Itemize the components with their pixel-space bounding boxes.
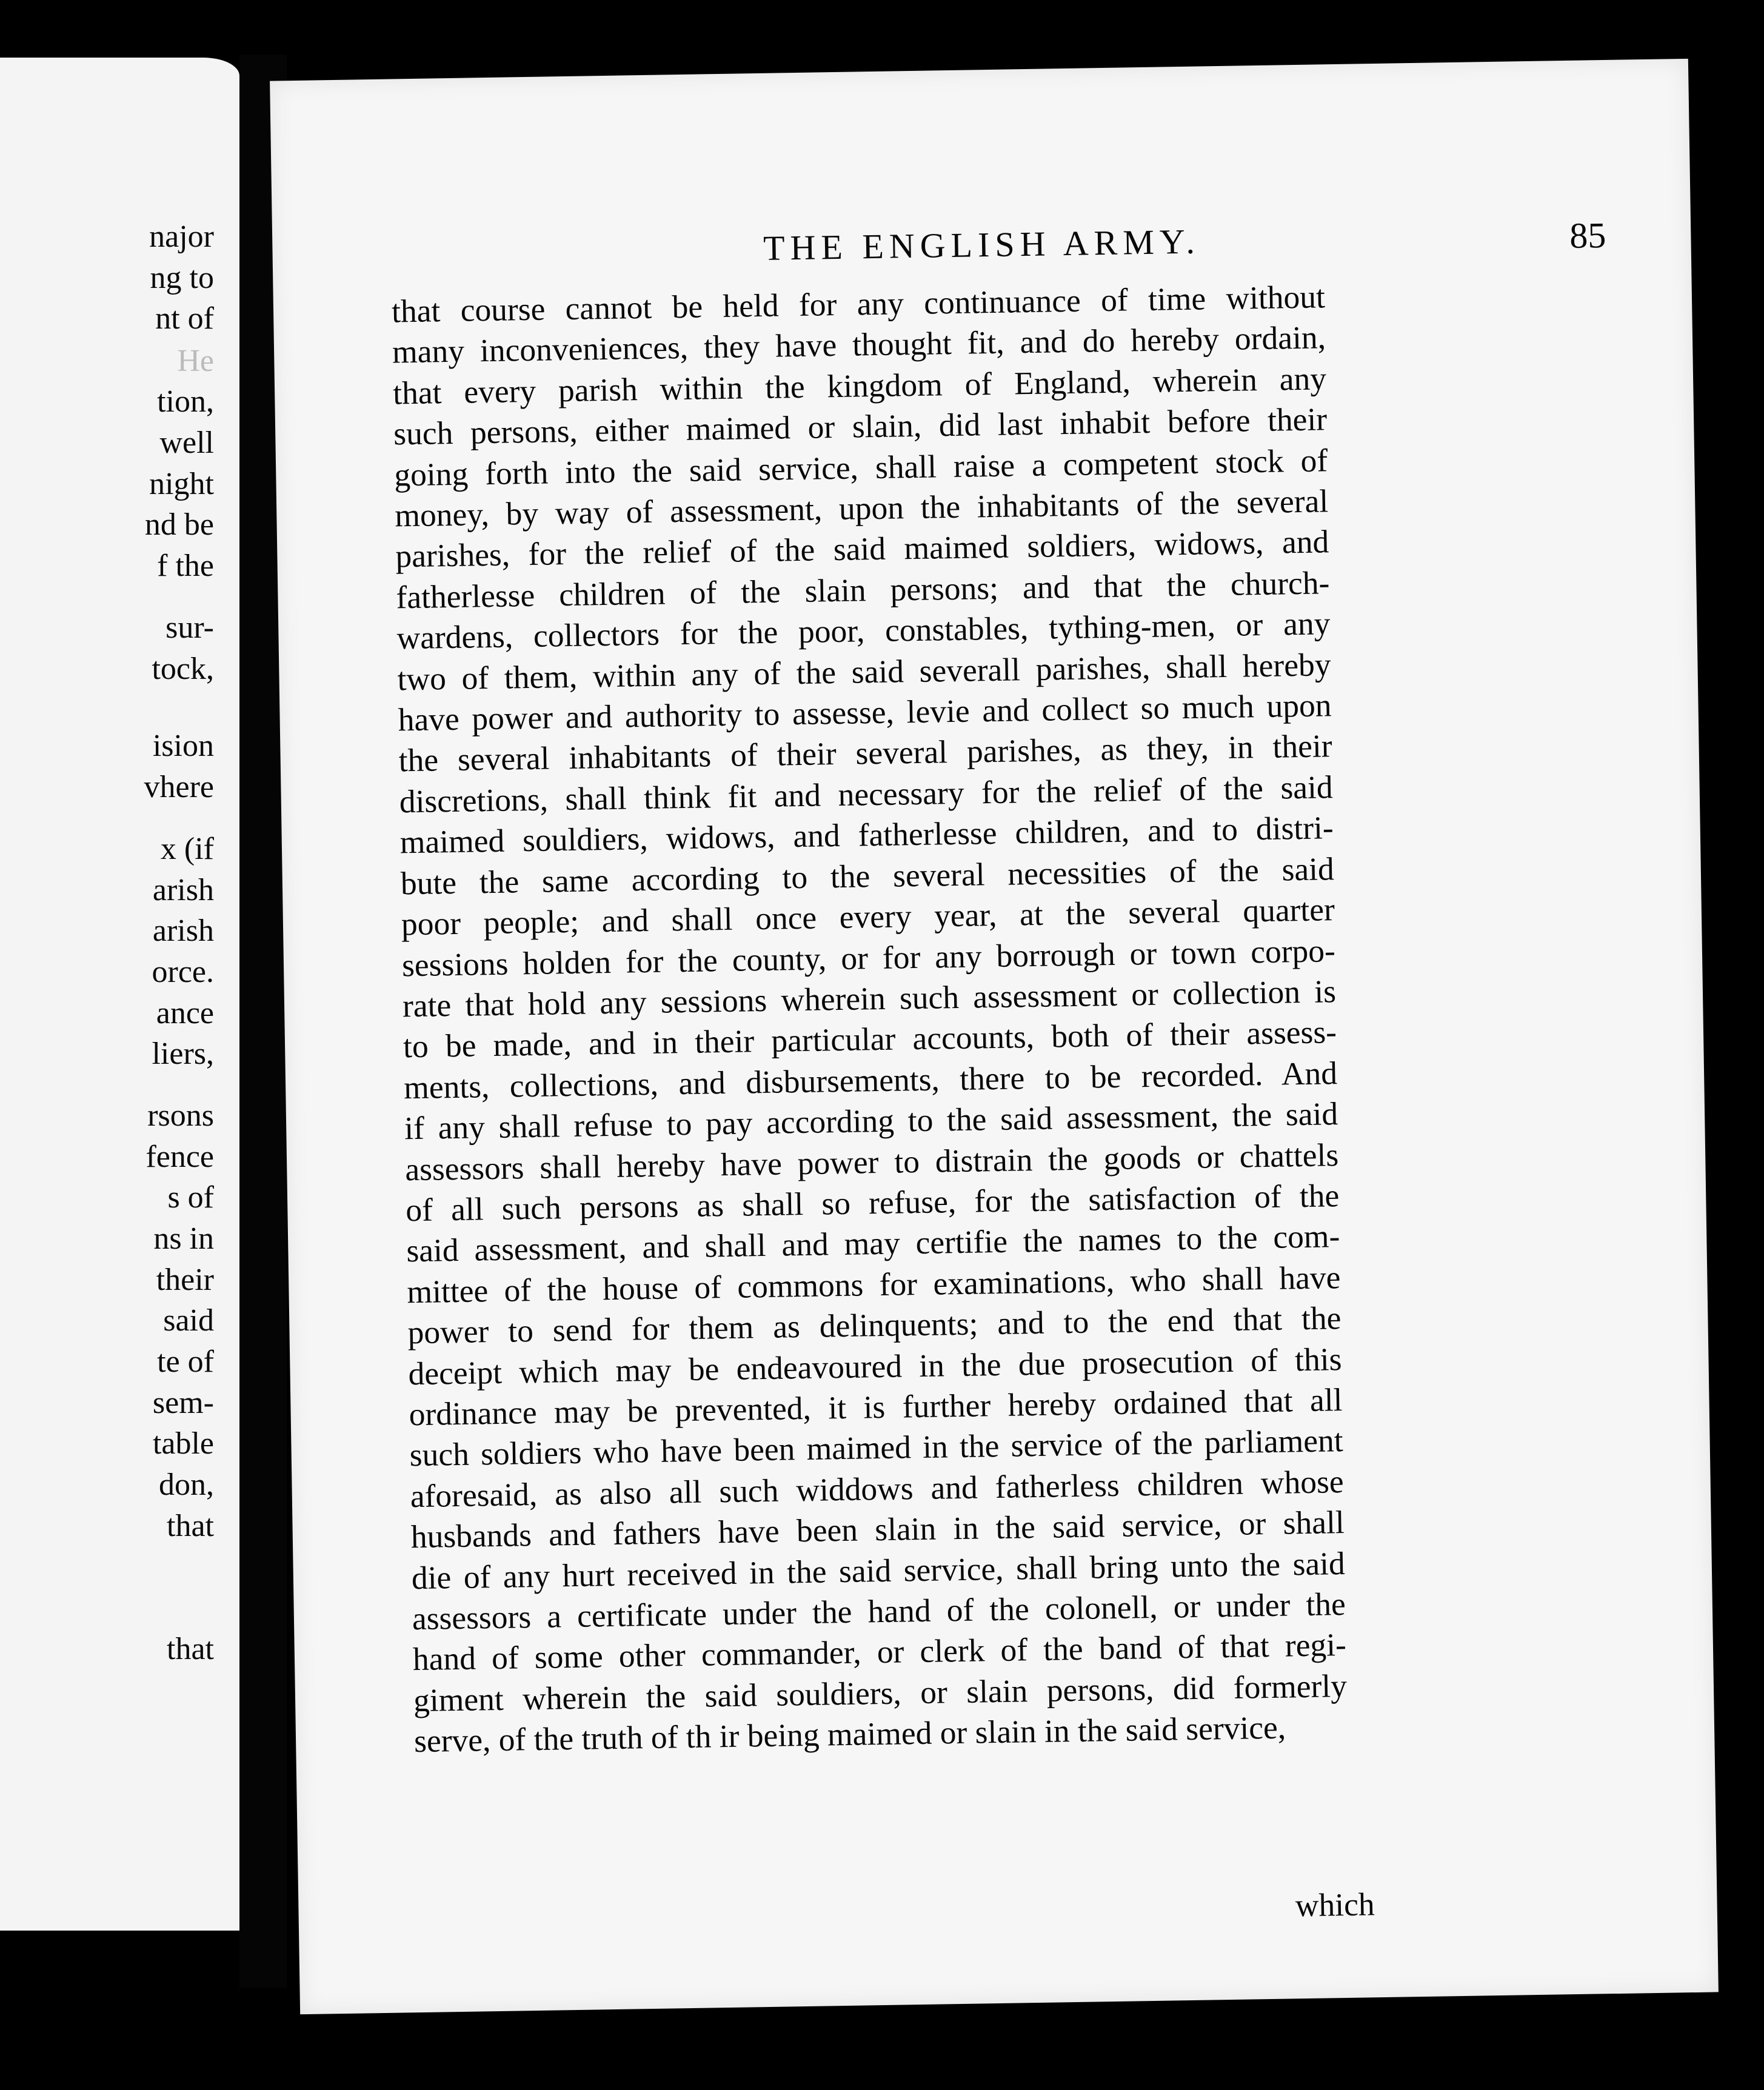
left-page-fragment: vhere [144,770,214,804]
text-line: have power and authority to assesse, levie and collect so much upon [398,687,1332,738]
text-line: such soldiers who have been maimed in the service of the parliament [409,1422,1344,1474]
left-page-fragment: najor [149,219,214,254]
text-line: ments, collections, and disbursements, there to be recorded. And [403,1054,1338,1106]
text-line: hand of some other commander, or clerk of the band of that regi- [412,1626,1347,1678]
text-line: giment wherein the said souldiers, or slain persons, did formerly [413,1667,1348,1718]
left-page-fragment: arish [152,873,214,907]
text-line: wardens, collectors for the poor, constables, tything-men, or any [396,605,1331,656]
text-line: husbands and fathers have been slain in the said service, or shall [410,1504,1345,1555]
left-page-fragment: tock, [152,652,214,686]
text-line: two of them, within any of the said severall parishes, shall hereby [397,646,1331,698]
left-page-fragment: that [167,1632,214,1666]
text-line: aforesaid, as also all such widdows and fatherless children whose [410,1463,1345,1515]
left-page-fragment: sem- [152,1386,214,1420]
left-page-fragment: arish [152,913,214,948]
left-page-fragment: table [152,1426,214,1461]
body-text [392,276,1348,1762]
left-page-fragment: liers, [152,1037,214,1071]
left-page-fragment: ns in [153,1221,214,1256]
text-line: to be made, and in their particular accounts, both of their assess- [403,1013,1337,1065]
left-page-fragment: said [163,1303,214,1338]
text-line: the several inhabitants of their several parishes, as they, in their [398,727,1333,779]
left-page-fragment: don, [159,1467,214,1502]
text-line: parishes, for the relief of the said maimed soldiers, widows, and [395,523,1329,575]
text-line: many inconveniences, they have thought fit, and do hereby ordain, [392,319,1326,370]
left-page-fragment: rsons [147,1098,214,1133]
left-page-fragment: nt of [155,301,214,336]
text-line: rate that hold any sessions wherein such assessment or collection is [402,973,1337,1024]
left-page-fragment: orce. [152,955,214,989]
left-page-fragment: that [167,1509,214,1543]
text-line: sessions holden for the county, or for any borrough or town corpo- [401,932,1336,983]
text-line: that every parish within the kingdom of England, wherein any [392,360,1327,412]
text-line: deceipt which may be endeavoured in the due prosecution of this [408,1340,1342,1392]
text-line: die of any hurt received in the said service, shall bring unto the said [411,1544,1346,1596]
text-line: said assessment, and shall and may certifie the names to the com- [406,1218,1340,1269]
running-head: THE ENGLISH ARMY. [763,221,1201,268]
text-line: of all such persons as shall so refuse, for the satisfaction of the [405,1177,1340,1229]
text-line: assessors shall hereby have power to distrain the goods or chattels [404,1136,1339,1187]
text-line: going forth into the said service, shall raise a competent stock of [393,441,1328,493]
left-page-fragment: te of [157,1344,214,1379]
left-page-fragment: fence [145,1140,214,1174]
left-page-fragment: ng to [150,261,214,295]
left-page-fragment: He [177,344,214,378]
left-page-fragment: nd be [144,507,214,542]
text-line: ordinance may be prevented, it is further hereby ordained that all [409,1381,1343,1433]
text-line: power to send for them as delinquents; and to the end that the [407,1300,1341,1351]
text-line: that course cannot be held for any continuance of time without [391,278,1326,330]
left-page-fragment: well [159,426,214,460]
text-line: bute the same according to the several necessities of the said [400,850,1335,902]
text-line: mittee of the house of commons for examinations, who shall have [407,1258,1341,1310]
left-page-fragment: night [149,467,214,501]
left-page-fragment: ance [156,996,214,1030]
text-line: such persons, either maimed or slain, did last inhabit before their [393,401,1328,452]
text-line: fatherlesse children of the slain persons; and that the church- [396,564,1330,616]
catchword: which [1295,1886,1375,1924]
left-page-fragment: ision [152,729,214,763]
left-page-fragment: x (if [160,832,214,866]
text-line: maimed souldiers, widows, and fatherlesse children, and to distri- [399,809,1334,861]
left-facing-page [0,58,239,1931]
right-page [270,59,1719,2014]
left-page-fragment: sur- [165,610,214,645]
text-line: serve, of the truth of th ir being maimed or slain in the said service, [413,1709,1286,1760]
page-number: 85 [1569,215,1606,256]
left-page-fragment: their [156,1263,214,1297]
text-line: if any shall refuse to pay according to the said assessment, the said [404,1095,1338,1147]
text-line: assessors a certificate under the hand of the colonell, or under the [412,1586,1346,1637]
text-line: discretions, shall think fit and necessary for the relief of the said [399,769,1334,820]
text-line: poor people; and shall once every year, at the several quarter [401,891,1335,943]
left-page-fragment: f the [157,549,214,583]
left-page-fragment: s of [167,1180,214,1215]
text-line: money, by way of assessment, upon the inhabitants of the several [394,482,1329,534]
left-page-fragment: tion, [157,384,214,419]
